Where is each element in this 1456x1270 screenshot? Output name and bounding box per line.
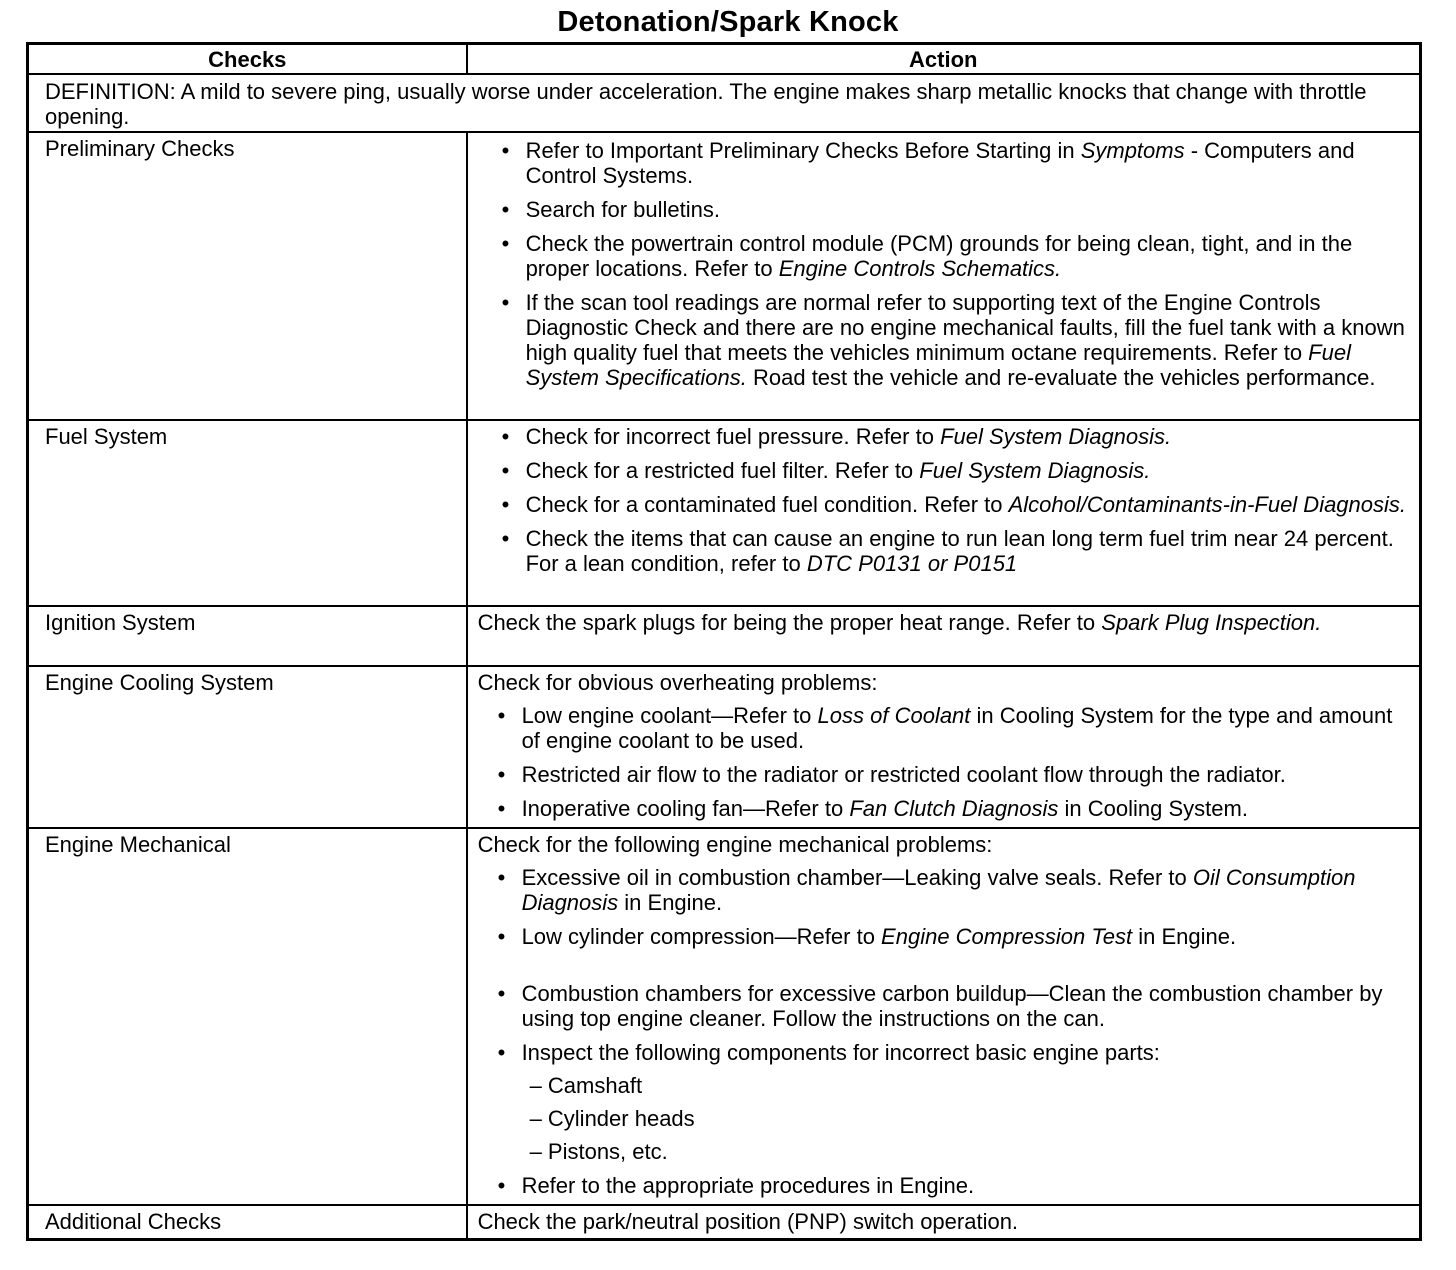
reference-link[interactable]: Fuel System Diagnosis. xyxy=(940,424,1172,449)
reference-link[interactable]: Loss of Coolant xyxy=(817,703,971,728)
reference-link[interactable]: Symptoms xyxy=(1080,138,1185,163)
list-item xyxy=(526,138,1411,188)
list-item-text: - Computers and Control Systems. xyxy=(525,138,1355,188)
reference-link[interactable]: Fuel System Diagnosis. xyxy=(919,458,1151,483)
list-item-text: Check the items that can cause an engine to run lean long term fuel trim near 24 percent. For a lean condition, refer to xyxy=(525,526,1394,576)
list-item-text: Excessive oil in combustion chamber—Leaking valve seals. Refer to xyxy=(521,865,1193,890)
list-item xyxy=(526,526,1411,576)
check-label: Fuel System xyxy=(28,420,467,606)
list-item-text: Check the powertrain control module (PCM) grounds for being clean, tight, and in the proper locations. Refer to xyxy=(525,231,1353,281)
reference-link[interactable]: DTC P0131 or P0151 xyxy=(806,551,1018,576)
header-row xyxy=(28,44,1421,75)
list-item xyxy=(522,796,1411,821)
action-cell xyxy=(467,666,1421,828)
list-item-text: Refer to Important Preliminary Checks Before Starting in xyxy=(525,138,1081,163)
list-item-text: Check for a restricted fuel filter. Refer to xyxy=(525,458,920,483)
reference-link[interactable]: Oil Consumption Diagnosis xyxy=(521,865,1356,915)
list-item-text: Inspect the following components for incorrect basic engine parts: xyxy=(521,1040,1160,1065)
list-item-text: Refer to the appropriate procedures in Engine. xyxy=(521,1173,975,1198)
list-item-text: in Engine. xyxy=(1132,924,1237,949)
sublist-item: – Camshaft xyxy=(529,1073,643,1098)
list-item xyxy=(522,981,1411,1031)
definition-text: DEFINITION: A mild to severe ping, usually worse under acceleration. The engine makes sharp metallic knocks that change with throttle opening. xyxy=(28,74,1421,132)
checks-column-header: Checks xyxy=(28,44,467,75)
list-item-text: in Cooling System. xyxy=(1058,796,1248,821)
list-item xyxy=(526,197,1411,222)
list-item xyxy=(526,492,1411,517)
list-item-text: Search for bulletins. xyxy=(525,197,720,222)
reference-link[interactable]: Engine Controls Schematics. xyxy=(778,256,1062,281)
list-item xyxy=(526,231,1411,281)
action-column-header: Action xyxy=(467,44,1421,75)
definition-row xyxy=(28,74,1421,132)
list-item xyxy=(522,924,1411,949)
action-list xyxy=(478,138,1411,390)
list-item-text: in Engine. xyxy=(618,890,723,915)
action-list xyxy=(478,865,1411,1198)
table-row xyxy=(28,828,1421,1205)
list-item-text: Road test the vehicle and re-evaluate the vehicles performance. xyxy=(746,365,1376,390)
list-item xyxy=(522,865,1411,915)
action-cell xyxy=(467,606,1421,666)
action-intro: Check for the following engine mechanical problems: xyxy=(477,832,993,857)
table-row xyxy=(28,132,1421,420)
list-item-text: Low engine coolant—Refer to xyxy=(521,703,818,728)
action-cell xyxy=(467,132,1421,420)
action-list xyxy=(478,703,1411,821)
reference-link[interactable]: Fuel System Specifications. xyxy=(525,340,1351,390)
list-item-text: Check for a contaminated fuel condition. Refer to xyxy=(525,492,1009,517)
check-label: Engine Mechanical xyxy=(28,828,467,1205)
reference-link[interactable]: Fan Clutch Diagnosis xyxy=(849,796,1059,821)
list-item xyxy=(526,290,1411,390)
list-item xyxy=(522,1173,1411,1198)
diagnostic-table xyxy=(26,42,1422,1241)
sublist-item: – Pistons, etc. xyxy=(529,1139,668,1164)
list-item-text: Low cylinder compression—Refer to xyxy=(521,924,882,949)
table-row xyxy=(28,420,1421,606)
list-item-text: Combustion chambers for excessive carbon buildup—Clean the combustion chamber by using top engine cleaner. Follow the instructions on the can. xyxy=(521,981,1383,1031)
action-intro: Check for obvious overheating problems: xyxy=(477,670,878,695)
action-cell xyxy=(467,420,1421,606)
list-item-text: Inoperative cooling fan—Refer to xyxy=(521,796,850,821)
check-label: Additional Checks xyxy=(28,1205,467,1240)
list-item-text: If the scan tool readings are normal refer to supporting text of the Engine Controls Diagnostic Check and there are no engine mechanical faults, fill the fuel tank with a known high quality fuel that meets the vehicles minimum octane requirements. Refer to xyxy=(525,290,1405,365)
action-cell xyxy=(467,828,1421,1205)
action-text: Check the spark plugs for being the proper heat range. Refer to xyxy=(477,610,1102,635)
check-label: Preliminary Checks xyxy=(28,132,467,420)
sublist-item: – Cylinder heads xyxy=(529,1106,695,1131)
list-item-text: in Cooling System for the type and amount of engine coolant to be used. xyxy=(521,703,1393,753)
reference-link[interactable]: Spark Plug Inspection. xyxy=(1101,610,1322,635)
list-item xyxy=(522,703,1411,753)
list-item-text: Check for incorrect fuel pressure. Refer to xyxy=(525,424,941,449)
reference-link[interactable]: Engine Compression Test xyxy=(881,924,1133,949)
list-item xyxy=(522,1040,1411,1164)
page-title: Detonation/Spark Knock xyxy=(557,6,899,38)
reference-link[interactable]: Alcohol/Contaminants-in-Fuel Diagnosis. xyxy=(1008,492,1407,517)
check-label: Engine Cooling System xyxy=(28,666,467,828)
list-item xyxy=(522,762,1411,787)
list-item xyxy=(526,458,1411,483)
table-row xyxy=(28,1205,1421,1240)
check-label: Ignition System xyxy=(28,606,467,666)
component-sublist xyxy=(522,1073,1411,1164)
table-row xyxy=(28,666,1421,828)
list-item xyxy=(526,424,1411,449)
action-list xyxy=(478,424,1411,576)
action-cell: Check the park/neutral position (PNP) switch operation. xyxy=(467,1205,1421,1240)
list-item-text: Restricted air flow to the radiator or restricted coolant flow through the radiator. xyxy=(521,762,1286,787)
table-row xyxy=(28,606,1421,666)
